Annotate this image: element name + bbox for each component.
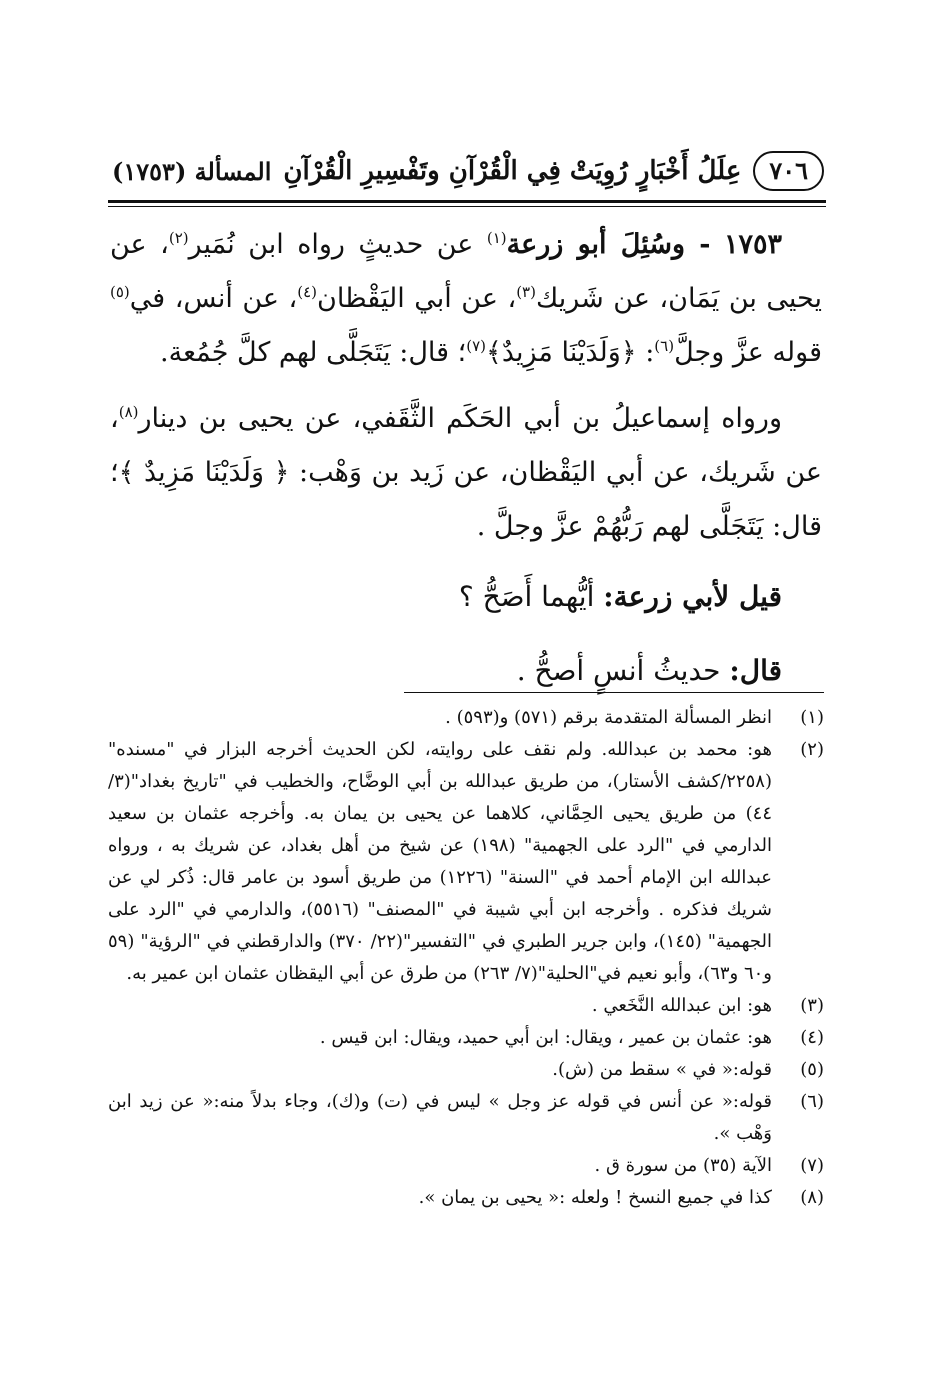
footnote-text: هو: محمد بن عبدالله. ولم نقف على روايته، لكن الحديث أخرجه البزار في "مسنده" (٢٢٥٨/كشف الأستار)، من طريق عبدالله بن أبي الوضَّاح، والخطيب في "تاريخ بغداد"(٣/ ٤٤) من طريق يحيى الحِمَّاني، كلاهما عن يحيى بن يمان به. وأخرجه عثمان بن سعيد الدارمي في "الرد على الجهمية" (١٩٨) عن شيخ من أهل بغداد، عن شريك به ، ورواه عبدالله ابن الإمام أحمد في "السنة" (١٢٢٦) من طريق أسود بن عامر قال: ذُكر لي عن شريك فذكره . وأخرجه ابن أبي شيبة في "المصنف" (٥٥١٦)، والدارمي في "الرد على الجهمية" (١٤٥)، وابن جرير الطبري في "التفسير"(٢٢/ ٣٧٠) والدارقطني في "الرؤية" (٥٩ و٦٠ و٦٣)، وأبو نعيم في"الحلية"(٧/ ٢٦٣) من طرق عن أبي اليقظان عثمان ابن عمير به. — [108, 739, 773, 984]
page-number: ٧٠٦ — [753, 151, 824, 191]
footnote-8 — [108, 1182, 824, 1214]
text-span: ، عن أبي اليَقْظان — [317, 283, 517, 314]
question-line — [110, 566, 822, 628]
footnote-ref-1[interactable]: (١) — [486, 229, 507, 247]
main-text — [110, 218, 822, 714]
paragraph-question — [110, 218, 822, 380]
footnotes — [108, 702, 824, 1214]
footnote-text: الآية (٣٥) من سورة ق . — [594, 1155, 772, 1176]
footnote-text: هو: ابن عبدالله النَّخَعي . — [591, 995, 772, 1016]
text-span: عن حديثٍ رواه ابن نُمَير — [188, 229, 474, 260]
header-rule-thin — [108, 206, 826, 207]
footnote-4 — [108, 1022, 824, 1054]
text-span: ، عن شَريك، عن أبي اليَقْظان، عن زَيد بن وَهْب: ﴿ وَلَدَيْنَا مَزِيدٌ ﴾؛ قال: يَتَجَلَّى لهم رَبُّهُمْ عزَّ وجلَّ . — [110, 403, 822, 542]
footnote-5 — [108, 1054, 824, 1086]
footnote-ref-7[interactable]: (٧) — [466, 337, 487, 355]
footnote-2 — [108, 734, 824, 990]
footnote-ref-8[interactable]: (٨) — [118, 403, 139, 421]
footnote-text: كذا في جميع النسخ ! ولعله :« يحيى بن يمان ». — [418, 1187, 772, 1208]
book-title: عِلَلُ أَخْبَارٍ رُوِيَتْ فِي الْقُرْآنِ وتَفْسِيرِ الْقُرْآنِ — [283, 156, 742, 186]
footnote-text: انظر المسألة المتقدمة برقم (٥٧١) و(٥٩٣) . — [445, 707, 772, 728]
answer-text: حديثُ أنسٍ أصحُّ . — [516, 654, 721, 687]
paragraph-alt-chain — [110, 392, 822, 554]
footnote-6 — [108, 1086, 824, 1150]
quran-quote: : ﴿وَلَدَيْنَا مَزِيدٌ﴾ — [486, 337, 655, 368]
footnote-text: هو: عثمان بن عمير ، ويقال: ابن أبي حميد، ويقال: ابن قيس . — [319, 1027, 772, 1048]
footnote-number: (٧) — [800, 1155, 824, 1176]
issue-num: ١٧٥٣ — [723, 229, 782, 260]
running-header — [112, 142, 824, 200]
header-rule-thick — [108, 200, 826, 203]
text-span: ، عن يحيى بن يَمَان، عن شَريك — [110, 229, 822, 314]
footnote-ref-3[interactable]: (٣) — [516, 283, 536, 301]
text-span: ، عن أنس، في — [129, 283, 298, 314]
text-span: ورواه إسماعيلُ بن أبي الحَكَم الثَّقَفي، عن يحيى بن دينار — [138, 403, 782, 434]
footnote-ref-5[interactable]: (٥) — [110, 283, 130, 301]
footnote-text: قوله:« عن أنس في قوله عز وجل » ليس في (ت) و(ك)، وجاء بدلاً منه:« عن زيد ابن وَهْب ». — [108, 1091, 772, 1144]
question-text: أيُّهما أَصَحُّ ؟ — [458, 580, 595, 613]
footnote-number: (١) — [800, 707, 824, 728]
footnote-1 — [108, 702, 824, 734]
footnote-number: (٨) — [800, 1187, 824, 1208]
footnote-number: (٥) — [800, 1059, 824, 1080]
footnote-number: (٤) — [800, 1027, 824, 1048]
answer-label: قال: — [729, 654, 782, 687]
footnote-number: (٢) — [800, 739, 824, 760]
footnote-rule — [404, 692, 824, 693]
question-label: قيل لأبي زرعة: — [603, 580, 782, 613]
ask-phrase: - وسُئِلَ أبو زرعة — [506, 229, 711, 260]
text-span: ؛ قال: يَتَجَلَّى لهم كلَّ جُمُعة. — [160, 337, 467, 368]
footnote-ref-4[interactable]: (٤) — [297, 283, 318, 301]
footnote-number: (٣) — [800, 995, 824, 1016]
footnote-ref-2[interactable]: (٢) — [168, 229, 189, 247]
footnote-ref-6[interactable]: (٦) — [654, 337, 675, 355]
text-span: قوله عزَّ وجلَّ — [674, 337, 822, 368]
footnote-text: قوله:« في » سقط من (ش). — [552, 1059, 772, 1080]
footnote-7 — [108, 1150, 824, 1182]
issue-number: المسألة (١٧٥٣) — [112, 156, 272, 186]
footnote-3 — [108, 990, 824, 1022]
footnote-number: (٦) — [800, 1091, 824, 1112]
